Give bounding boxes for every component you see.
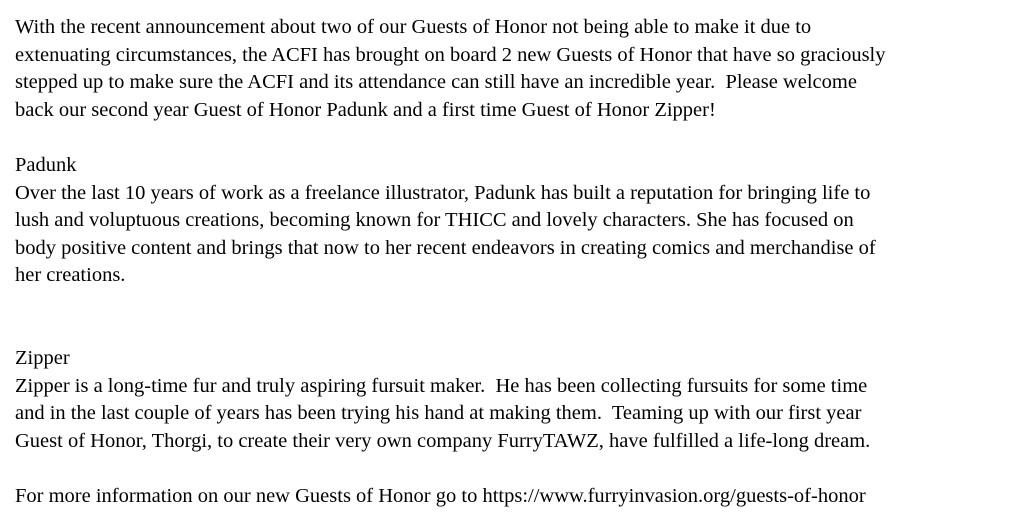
intro-line: With the recent announcement about two of our Guests of Honor not being able to make it due to bbox=[15, 16, 812, 38]
paragraph-spacer bbox=[15, 290, 1015, 345]
zipper-line: Zipper is a long-time fur and truly aspiring fursuit maker. He has been collecting fursuits for some time bbox=[15, 374, 868, 397]
footer-text: For more information on our new Guests of Honor go to https://www.furryinvasion.org/guests-of-honor bbox=[15, 485, 866, 508]
zipper-line: Guest of Honor, Thorgi, to create their very own company FurryTAWZ, have fulfilled a life-long dream. bbox=[15, 429, 871, 452]
intro-line: extenuating circumstances, the ACFI has brought on board 2 new Guests of Honor that have so graciously bbox=[15, 43, 886, 66]
footer-paragraph bbox=[15, 483, 1015, 511]
padunk-section bbox=[15, 152, 1015, 290]
padunk-line: her creations. bbox=[15, 264, 126, 287]
intro-line: stepped up to make sure the ACFI and its attendance can still have an incredible year. Please welcome bbox=[15, 71, 857, 94]
zipper-heading: Zipper bbox=[15, 347, 70, 370]
paragraph-spacer bbox=[15, 456, 1015, 484]
padunk-heading: Padunk bbox=[15, 153, 77, 176]
intro-paragraph bbox=[15, 14, 1015, 124]
padunk-line: body positive content and brings that now to her recent endeavors in creating comics and merchandise of bbox=[15, 236, 876, 259]
intro-line: back our second year Guest of Honor Padunk and a first time Guest of Honor Zipper! bbox=[15, 98, 716, 121]
zipper-line: and in the last couple of years has been trying his hand at making them. Teaming up with our first year bbox=[15, 402, 862, 425]
zipper-section bbox=[15, 345, 1015, 455]
padunk-line: lush and voluptuous creations, becoming known for THICC and lovely characters. She has focused on bbox=[15, 209, 854, 232]
paragraph-spacer bbox=[15, 124, 1015, 152]
padunk-line: Over the last 10 years of work as a freelance illustrator, Padunk has built a reputation for bringing life to bbox=[15, 181, 871, 204]
